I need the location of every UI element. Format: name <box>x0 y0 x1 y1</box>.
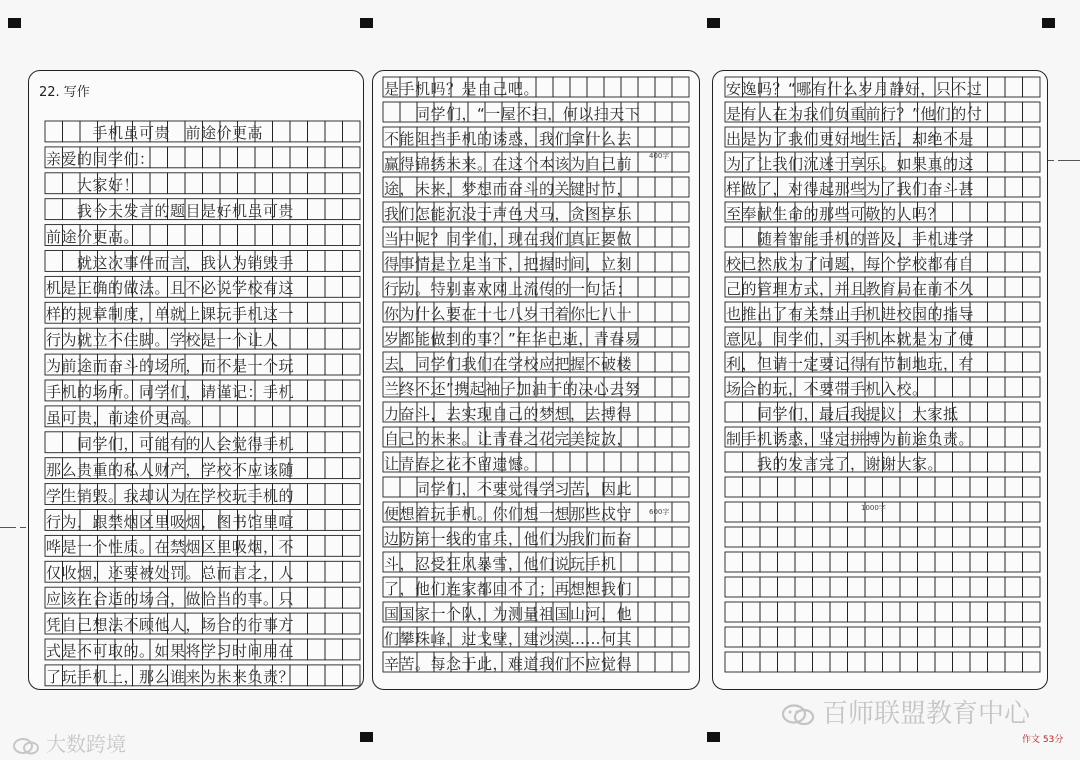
grid-cell <box>830 627 848 647</box>
grid-cell <box>848 552 866 572</box>
grid-cell <box>795 502 813 522</box>
answer-column-3 <box>712 70 1048 690</box>
essay-line: 斗，忍受狂风暴雪，他们说玩手机 <box>384 555 617 573</box>
registration-mark <box>707 732 720 742</box>
grid-cell <box>795 552 813 572</box>
essay-line: 校已然成为了问题，每个学校都有自 <box>726 255 975 273</box>
grid-cell <box>865 527 883 547</box>
grid-cell <box>778 527 796 547</box>
grid-cell <box>778 652 796 672</box>
grid-cell <box>813 552 831 572</box>
essay-line: 是手机吗？是自己吧。 <box>384 80 540 98</box>
essay-line: 就这次事件而言，我认为销毁手 <box>46 253 295 272</box>
grid-cell <box>883 627 901 647</box>
grid-cell <box>935 652 953 672</box>
grid-cell <box>918 602 936 622</box>
grid-cell <box>743 502 761 522</box>
essay-line: 兰终不还”携起袖子加油干的决心去努 <box>384 380 641 398</box>
grid-cell <box>760 627 778 647</box>
grid-cell <box>760 602 778 622</box>
grid-cell <box>883 652 901 672</box>
grid-cell <box>725 477 743 497</box>
grid-cell <box>1023 552 1041 572</box>
grid-cell <box>725 627 743 647</box>
grid-cell <box>988 477 1006 497</box>
word-count-mark: 400字 <box>649 152 670 160</box>
grid-cell <box>970 477 988 497</box>
essay-line: 同学们，最后我提议：大家抵 <box>726 405 959 423</box>
grid-cell <box>760 552 778 572</box>
grid-cell <box>1023 527 1041 547</box>
grid-cell <box>830 602 848 622</box>
grid-cell <box>865 627 883 647</box>
essay-line: 利，但请一定要记得有节制地玩，有 <box>726 355 975 373</box>
essay-line: 同学们，不要觉得学习苦，因此 <box>384 480 633 498</box>
answer-column-2 <box>372 70 700 690</box>
grid-cell <box>778 602 796 622</box>
grid-cell <box>900 477 918 497</box>
essay-line: 是有人在为我们负重前行？”他们的付 <box>726 105 983 123</box>
grid-cell <box>1005 552 1023 572</box>
grid-cell <box>865 602 883 622</box>
essay-line: 同学们，“一屋不扫，何以扫天下 <box>384 105 641 123</box>
grid-cell <box>883 602 901 622</box>
essay-line: 学生销毁。我却认为在学校玩手机的 <box>46 486 295 505</box>
essay-line: 当中呢？同学们，现在我们真正要做 <box>384 230 633 248</box>
grid-cell <box>725 577 743 597</box>
essay-line: 辛苦。每念于此，难道我们不应觉得 <box>384 655 633 673</box>
grid-cell <box>795 627 813 647</box>
essay-line: 随着智能手机的普及，手机进学 <box>726 230 975 248</box>
question-title: 22. 写作 <box>39 85 90 100</box>
essay-line: 我今天发言的题目是好机虽可贵 <box>46 201 295 220</box>
grid-cell <box>778 502 796 522</box>
grid-cell <box>953 627 971 647</box>
chat-bubble-icon <box>12 736 40 756</box>
grid-cell <box>778 477 796 497</box>
grid-cell <box>1023 602 1041 622</box>
essay-line: 仅收烟，还要被处罚。总而言之，人 <box>46 564 295 583</box>
grid-cell <box>970 652 988 672</box>
essay-line: 前途价更高。 <box>46 227 140 246</box>
grid-cell <box>848 652 866 672</box>
grid-cell <box>988 577 1006 597</box>
grid-cell <box>935 552 953 572</box>
grid-cell <box>743 602 761 622</box>
grid-cell <box>988 602 1006 622</box>
essay-line: 边防第一线的官兵，他们为我们而奋 <box>384 530 633 548</box>
grid-cell <box>813 527 831 547</box>
grid-cell <box>1023 627 1041 647</box>
essay-line: 行为就立不住脚。学校是一个让人 <box>46 331 279 350</box>
grid-cell <box>953 477 971 497</box>
grid-cell <box>778 627 796 647</box>
watermark-right-text: 百师联盟教育中心 <box>822 699 1031 729</box>
essay-line: 我们怎能沉没于声色犬马，贪图享乐 <box>384 205 633 223</box>
essay-line: 行为，跟禁烟区里吸烟，图书馆里喧 <box>46 512 295 531</box>
essay-line: 机是正确的做法。且不必说学校有这 <box>46 279 295 298</box>
registration-mark <box>707 18 720 28</box>
grid-cell <box>743 527 761 547</box>
essay-line: 你为什么要在十七八岁干着你七八十 <box>384 305 633 323</box>
grid-cell <box>935 477 953 497</box>
essay-line: 场合的玩，不要带手机入校。 <box>726 380 928 398</box>
essay-line: 哗是一个性质。在禁烟区里吸烟，不 <box>46 538 295 557</box>
grid-cell <box>813 577 831 597</box>
grid-cell <box>865 552 883 572</box>
grid-cell <box>830 652 848 672</box>
grid-cell <box>1023 477 1041 497</box>
grid-cell <box>953 577 971 597</box>
answer-column-1 <box>28 70 364 690</box>
grid-cell <box>935 502 953 522</box>
grid-cell <box>970 502 988 522</box>
essay-line: 意见。同学们，买手机本就是为了便 <box>726 330 975 348</box>
registration-mark <box>360 18 373 28</box>
grid-cell <box>795 652 813 672</box>
grid-cell <box>988 627 1006 647</box>
essay-line: 出是为了我们更好地生活，却绝不是 <box>726 130 975 148</box>
essay-line: 己的管理方式，并且教育局在前不久 <box>726 280 975 298</box>
grid-cell <box>795 527 813 547</box>
grid-cell <box>813 627 831 647</box>
grid-cell <box>848 577 866 597</box>
grid-cell <box>935 527 953 547</box>
essay-line: 安逸吗？“哪有什么岁月静好，只不过 <box>726 80 983 98</box>
grid-cell <box>1005 527 1023 547</box>
grid-cell <box>760 477 778 497</box>
grid-cell <box>988 552 1006 572</box>
essay-line: 虽可贵，前途价更高。 <box>46 408 202 427</box>
grid-cell <box>900 502 918 522</box>
grid-cell <box>918 627 936 647</box>
essay-line: 至奉献生命的那些可敬的人吗？ <box>726 205 944 223</box>
grid-cell <box>848 627 866 647</box>
grid-cell <box>953 502 971 522</box>
grid-cell <box>883 552 901 572</box>
grid-cell <box>918 527 936 547</box>
grid-cell <box>1023 577 1041 597</box>
grid-cell <box>813 502 831 522</box>
grid-cell <box>743 477 761 497</box>
grid-cell <box>900 527 918 547</box>
word-count-mark: 600字 <box>649 508 670 516</box>
grid-cell <box>883 477 901 497</box>
essay-line: 去，同学们我们在学校应把握不破楼 <box>384 355 633 373</box>
grid-cell <box>988 527 1006 547</box>
grid-cell <box>760 577 778 597</box>
grid-cell <box>813 602 831 622</box>
essay-line: 样做了，对得起那些为了我们奋斗甚 <box>726 180 975 198</box>
essay-line: 让青春之花不留遗憾。 <box>384 455 540 473</box>
grid-cell <box>1005 577 1023 597</box>
grid-cell <box>953 652 971 672</box>
grid-cell <box>953 552 971 572</box>
grid-cell <box>743 577 761 597</box>
grid-cell <box>743 652 761 672</box>
grid-cell <box>813 652 831 672</box>
essay-line: 式是不可取的。如果将学习时间用在 <box>46 642 295 660</box>
essay-line: 岁都能做到的事？”年华已逝，青春易 <box>384 330 641 348</box>
watermark-right <box>780 693 1030 730</box>
registration-mark <box>360 732 373 742</box>
grid-cell <box>970 602 988 622</box>
grid-cell <box>725 602 743 622</box>
grid-cell <box>953 602 971 622</box>
registration-mark <box>8 18 21 28</box>
grid-cell <box>918 577 936 597</box>
grid-cell <box>883 577 901 597</box>
essay-line: 便想着玩手机。你们想一想那些戍守 <box>384 505 633 523</box>
essay-line: 我的发言完了，谢谢大家。 <box>726 455 944 473</box>
watermark-left <box>12 728 126 757</box>
essay-line: 亲爱的同学们： <box>46 149 155 168</box>
grid-cell <box>725 502 743 522</box>
essay-line: 那么贵重的私人财产，学校不应该随 <box>46 460 295 479</box>
grid-cell <box>883 527 901 547</box>
grid-cell <box>865 477 883 497</box>
score-label: 作文 53分 <box>1022 735 1064 745</box>
grid-cell <box>1005 627 1023 647</box>
grid-cell <box>778 552 796 572</box>
grid-cell <box>970 627 988 647</box>
grid-cell <box>795 602 813 622</box>
grid-cell <box>725 527 743 547</box>
grid-cell <box>830 552 848 572</box>
word-count-mark: 1000字 <box>861 504 886 512</box>
grid-cell <box>760 652 778 672</box>
essay-line: 力奋斗，去实现自己的梦想，去搏得 <box>384 405 633 423</box>
grid-cell <box>830 527 848 547</box>
grid-cell <box>900 652 918 672</box>
grid-cell <box>1023 502 1041 522</box>
grid-cell <box>970 552 988 572</box>
grid-cell <box>1023 652 1041 672</box>
fold-line <box>1048 160 1080 161</box>
essay-line: 制手机诱惑，坚定拼搏为前途负责。 <box>726 430 975 448</box>
grid-cell <box>830 502 848 522</box>
essay-line: 国国家一个队，为测量祖国山河，他 <box>384 605 633 623</box>
grid-cell <box>918 477 936 497</box>
grid-cell <box>848 527 866 547</box>
grid-cell <box>830 577 848 597</box>
essay-line: 也推出了有关禁止手机进校园的指导 <box>726 305 975 323</box>
grid-cell <box>865 577 883 597</box>
essay-line: 不能阻挡手机的诱惑，我们拿什么去 <box>384 130 633 148</box>
grid-cell <box>1005 652 1023 672</box>
grid-cell <box>988 502 1006 522</box>
essay-line: 得事情是立足当下，把握时间，立刻 <box>384 255 633 273</box>
grid-cell <box>1005 502 1023 522</box>
grid-cell <box>918 502 936 522</box>
grid-cell <box>970 527 988 547</box>
grid-cell <box>1005 602 1023 622</box>
watermark-left-text: 大数跨境 <box>46 732 126 756</box>
fold-line <box>0 527 30 528</box>
essay-line: 为了让我们沉迷于享乐。如果真的这 <box>726 155 975 173</box>
grid-cell <box>935 627 953 647</box>
essay-line: 同学们，可能有的人会觉得手机 <box>46 434 295 453</box>
grid-cell <box>778 577 796 597</box>
grid-cell <box>900 552 918 572</box>
essay-line: 手机的场所。同学们，请谨记：手机 <box>46 383 295 401</box>
essay-line: 们攀珠峰，过戈壁，建沙漠……何其 <box>384 630 633 648</box>
essay-line: 手机虽可贵 前途价更高 <box>46 124 264 142</box>
registration-mark <box>1042 18 1055 28</box>
grid-cell <box>813 477 831 497</box>
wechat-icon <box>780 703 816 727</box>
grid-cell <box>830 477 848 497</box>
grid-cell <box>953 527 971 547</box>
essay-line: 行动。特别喜欢网上流传的一句话： <box>384 280 633 298</box>
grid-cell <box>760 527 778 547</box>
essay-line: 了玩手机上，那么谁来为未来负责？ <box>46 667 295 686</box>
grid-cell <box>848 602 866 622</box>
grid-cell <box>848 477 866 497</box>
essay-line: 为前途而奋斗的场所，而不是一个玩 <box>46 357 295 376</box>
essay-line: 赢得锦绣未来。在这个本该为自己前 <box>384 155 633 173</box>
essay-line: 自己的未来。让青春之花完美绽放， <box>384 430 633 448</box>
grid-cell <box>795 577 813 597</box>
grid-cell <box>918 552 936 572</box>
grid-cell <box>970 577 988 597</box>
grid-cell <box>935 577 953 597</box>
grid-cell <box>900 602 918 622</box>
essay-line: 途，未来，梦想而奋斗的关键时节， <box>384 180 633 198</box>
grid-cell <box>760 502 778 522</box>
grid-cell <box>725 652 743 672</box>
essay-line: 应该在合适的场合，做恰当的事。只 <box>46 590 295 609</box>
essay-line: 样的规章制度，单就上课玩手机这一 <box>46 305 295 324</box>
grid-cell <box>1005 477 1023 497</box>
grid-cell <box>900 627 918 647</box>
essay-line: 凭自己想法不顾他人，场合的行事方 <box>46 616 295 635</box>
essay-line: 了，他们连家都回不了；再想想我们 <box>384 580 633 598</box>
grid-cell <box>743 627 761 647</box>
grid-cell <box>900 577 918 597</box>
grid-cell <box>935 602 953 622</box>
grid-cell <box>865 652 883 672</box>
grid-cell <box>918 652 936 672</box>
essay-line: 大家好！ <box>46 175 140 194</box>
grid-cell <box>743 552 761 572</box>
grid-cell <box>795 477 813 497</box>
grid-cell <box>725 552 743 572</box>
grid-cell <box>988 652 1006 672</box>
